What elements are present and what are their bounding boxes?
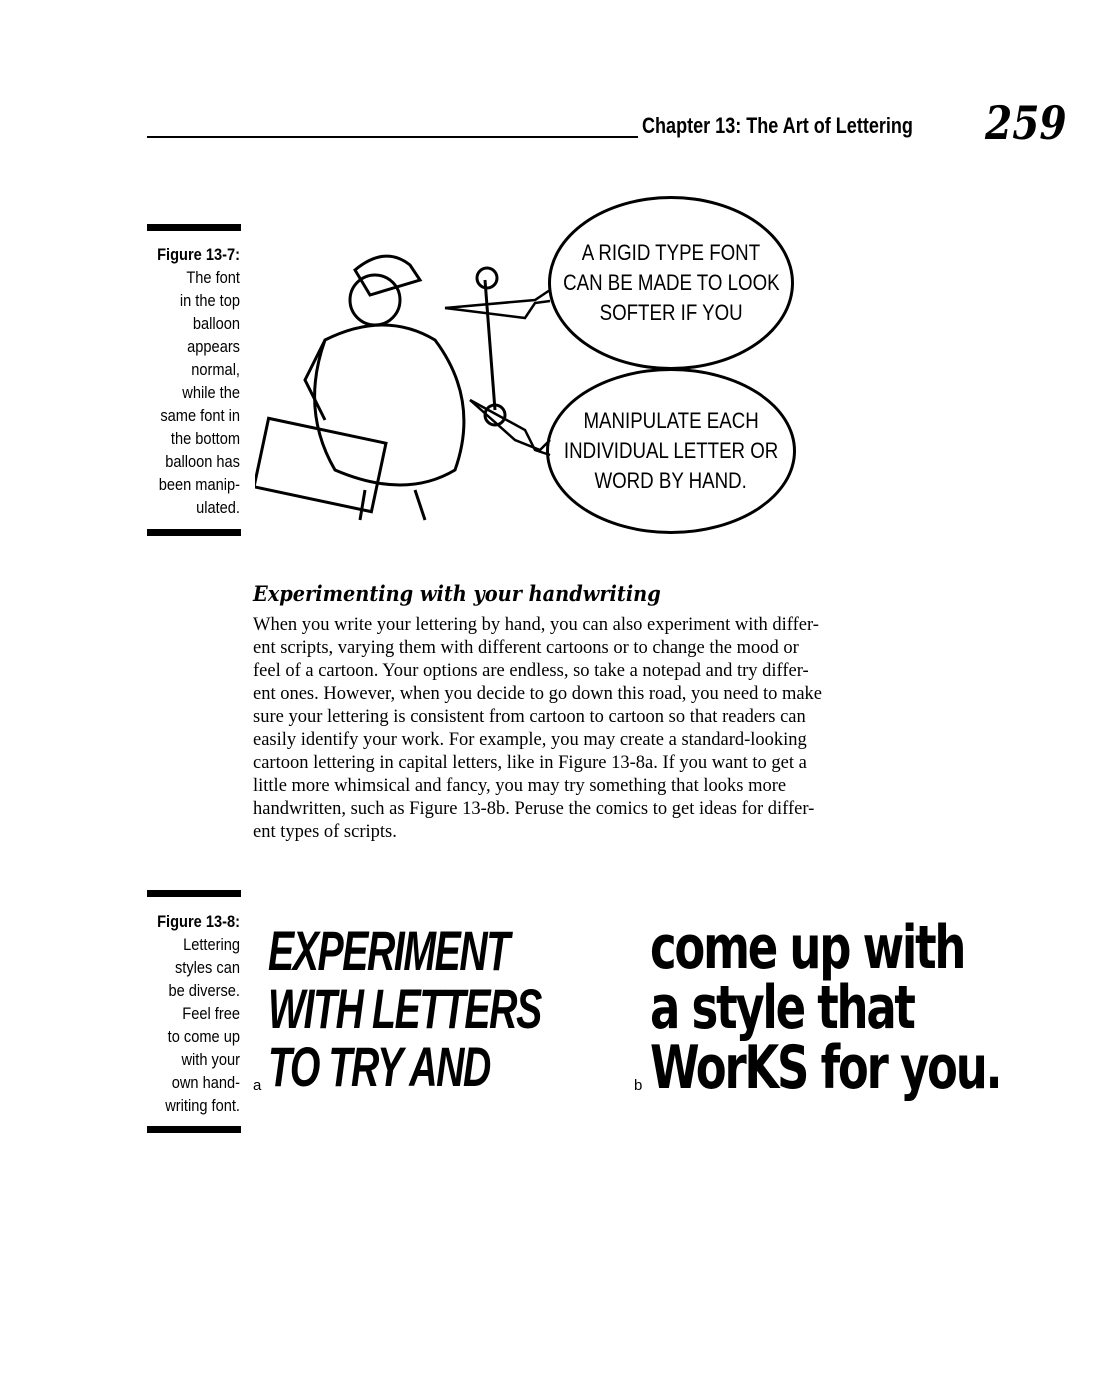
caption-line: in the top [179,291,240,310]
body-line: When you write your lettering by hand, you can also experiment with differ- [253,615,819,635]
body-line: easily identify your work. For example, you may create a standard-looking [253,730,807,750]
caption-line: Feel free [182,1004,240,1023]
balloon-tails [440,280,560,470]
balloon-line: INDIVIDUAL LETTER OR [563,438,779,463]
caption-line: Lettering [183,935,240,954]
figure-top-bar [147,890,241,897]
lettering-line: come up with [650,913,965,983]
caption-line: the bottom [170,429,240,448]
caption-line: normal, [191,360,240,379]
header-rule [147,136,638,138]
body-line: ent ones. However, when you decide to go down this road, you need to make [253,684,823,704]
body-line: ent scripts, varying them with different cartoons or to change the mood or [253,638,799,658]
caption-line: ulated. [196,498,240,517]
figure-13-8-caption [120,910,240,1117]
caption-line: while the [182,383,240,402]
caption-label: Figure 13-8: [157,912,240,931]
body-line: handwritten, such as Figure 13-8b. Peruse the comics to get ideas for differ- [253,799,815,819]
figure-bottom-bar [147,529,241,536]
page-number: 259 [985,96,1067,150]
body-line: sure your lettering is consistent from cartoon to cartoon so that readers can [253,707,806,727]
top-speech-balloon [548,196,794,370]
caption-line: The font [186,268,240,287]
caption-line: styles can [174,958,240,977]
body-paragraph [253,614,822,844]
balloon-line: WORD BY HAND. [594,468,748,493]
lettering-line: EXPERIMENT [268,919,509,982]
body-line: feel of a cartoon. Your options are endless, so take a notepad and try differ- [253,661,809,681]
lettering-line: TO TRY AND [268,1035,490,1098]
body-line: little more whimsical and fancy, you may try something that looks more [253,776,787,796]
figure-bottom-bar [147,1126,241,1133]
figure-top-bar [147,224,241,231]
caption-line: been manip- [158,475,240,494]
chapter-title: Chapter 13: The Art of Lettering [642,113,913,138]
caption-line: with your [181,1050,240,1069]
caption-line: balloon [192,314,240,333]
lettering-line: WITH LETTERS [268,977,541,1040]
caption-line: appears [187,337,240,356]
figure-13-7-caption [120,243,240,519]
section-heading: Experimenting with your handwriting [253,581,661,606]
balloon-line: MANIPULATE EACH [583,408,759,433]
lettering-sample-a [268,919,541,1098]
sub-figure-label-a: a [253,1077,262,1094]
balloon-line: CAN BE MADE TO LOOK [562,270,780,295]
caption-line: be diverse. [168,981,240,1000]
caption-line: balloon has [165,452,240,471]
body-line: cartoon lettering in capital letters, like in Figure 13-8a. If you want to get a [253,753,807,773]
lettering-line: a style that [650,973,914,1043]
caption-line: to come up [167,1027,240,1046]
caption-label: Figure 13-7: [157,245,240,264]
caption-line: own hand- [171,1073,240,1092]
sub-figure-label-b: b [634,1077,643,1094]
lettering-line: WorKS for you. [650,1033,1001,1103]
lettering-sample-b [650,913,1001,1103]
balloon-line: SOFTER IF YOU [599,300,743,325]
caption-line: same font in [160,406,240,425]
balloon-line: A RIGID TYPE FONT [581,240,761,265]
bottom-speech-balloon [546,368,796,534]
caption-line: writing font. [165,1096,240,1115]
body-line: ent types of scripts. [253,822,397,842]
